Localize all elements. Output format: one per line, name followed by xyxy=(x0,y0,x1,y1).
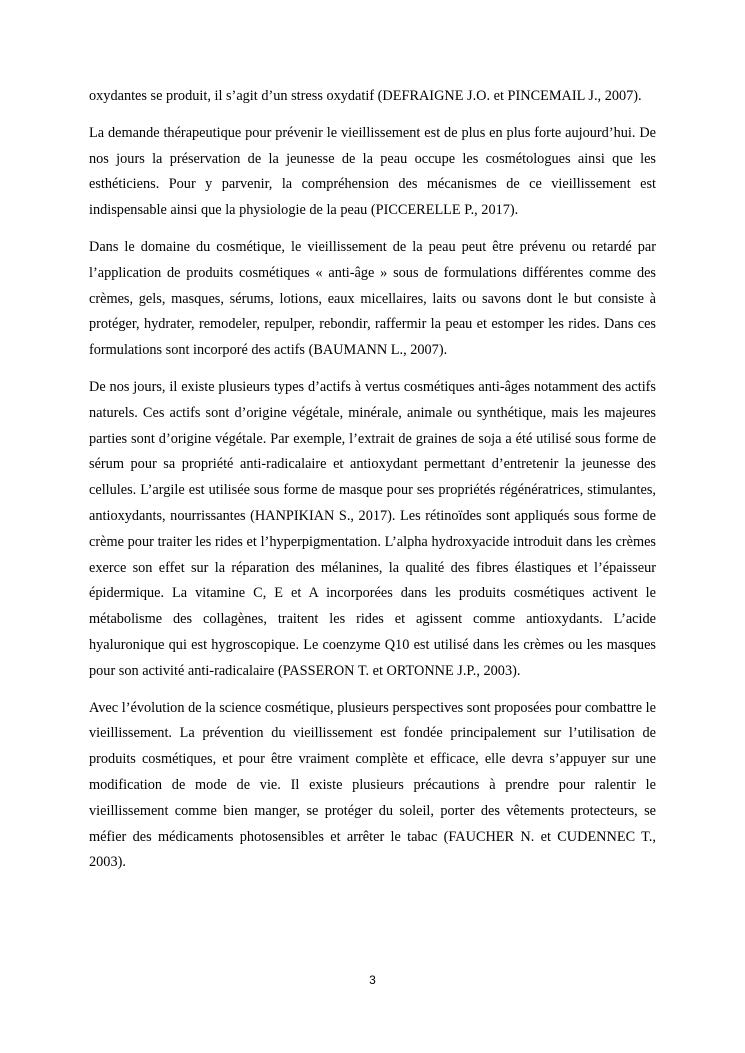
page-number: 3 xyxy=(369,973,376,987)
body-text xyxy=(89,84,656,887)
paragraph-3: Dans le domaine du cosmétique, le vieillissement de la peau peut être prévenu ou retardé par l’application de produits cosmétiques « anti-âge » sous de formulations différentes comme des crèmes, gels, masques, sérums, lotions, eaux micellaires, laits ou savons dont le but consiste à protéger, hydrater, remodeler, repulper, rebondir, raffermir la peau et estomper les rides. Dans ces formulations sont incorporé des actifs (BAUMANN L., 2007). xyxy=(89,238,656,359)
paragraph-2: La demande thérapeutique pour prévenir le vieillissement est de plus en plus forte aujourd’hui. De nos jours la préservation de la jeunesse de la peau occupe les cosmétologues ainsi que les esthéticiens. Pour y parvenir, la compréhension des mécanismes de ce vieillissement est indispensable ainsi que la physiologie de la peau (PICCERELLE P., 2017). xyxy=(89,124,656,219)
paragraph-4: De nos jours, il existe plusieurs types d’actifs à vertus cosmétiques anti-âges notamment des actifs naturels. Ces actifs sont d’origine végétale, minérale, animale ou synthétique, mais les majeures parties sont d’origine végétale. Par exemple, l’extrait de graines de soja a été utilisé sous forme de sérum pour sa propriété anti-radicalaire et antioxydant permettant d’entretenir la jeunesse des cellules. L’argile est utilisée sous forme de masque pour ses propriétés régénératrices, stimulantes, antioxydants, nourrissantes (HANPIKIAN S., 2017). Les rétinoïdes sont appliqués sous forme de crème pour traiter les rides et l’hyperpigmentation. L’alpha hydroxyacide introduit dans les crèmes exerce son effet sur la réparation des mélanines, la qualité des fibres élastiques et l’épaisseur épidermique. La vitamine C, E et A incorporées dans les produits cosmétiques activent le métabolisme des collagènes, traitent les rides et agissent comme antioxydants. L’acide hyaluronique qui est hygroscopique. Le coenzyme Q10 est utilisé dans les crèmes ou les masques pour son activité anti-radicalaire (PASSERON T. et ORTONNE J.P., 2003). xyxy=(89,378,656,679)
paragraph-1: oxydantes se produit, il s’agit d’un stress oxydatif (DEFRAIGNE J.O. et PINCEMAIL J., 2007). xyxy=(89,88,642,104)
paragraph-5: Avec l’évolution de la science cosmétique, plusieurs perspectives sont proposées pour combattre le vieillissement. La prévention du vieillissement est fondée principalement sur l’utilisation de produits cosmétiques, et pour être vraiment complète et efficace, elle devra s’appuyer sur une modification de mode de vie. Il existe plusieurs précautions à prendre pour ralentir le vieillissement comme bien manger, se protéger du soleil, porter des vêtements protecteurs, se méfier des médicaments photosensibles et arrêter le tabac (FAUCHER N. et CUDENNEC T., 2003). xyxy=(89,699,656,871)
